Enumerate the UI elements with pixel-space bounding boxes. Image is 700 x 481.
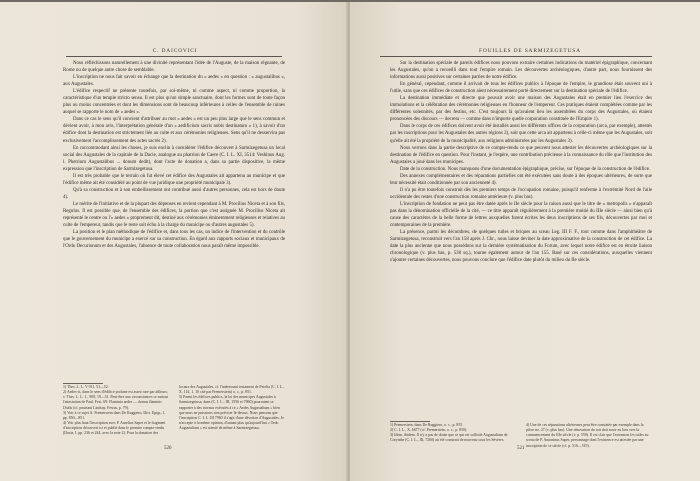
left-paragraph: La position et le plan méthodique de l'édifice et, dans tous les cas, un indice de l'intervention et du contrôle que le gouvernement du municipe a exercé sur sa construction. En égard aux rapports sociaux et municipaux de l'Ordo Decurionum et des Augustales, l'absence de toute collaboration nous paraît même impossible.: [63, 230, 285, 250]
right-page: [350, 2, 700, 481]
left-paragraph: Nous réfléchissons naturellement à une divinité représentant l'idée de l'Auguste, de la maison régnante, de Rome ou de quelque autre chose de semblable.: [63, 61, 285, 74]
right-paragraph: Sur la destination spéciale de pareils édifices nous pouvons extraire certaines indications du matériel épigraphique, concernant les Augustales, qu'on a recueilli dans tout l'empire romain. Les découvertes archéologiques, d'autre part, nous fournissent des informations aussi positives sur certaines parties de notre édifice.: [390, 61, 652, 81]
right-paragraph: Il n'a pu être toutefois construit dès les premiers temps de l'occupation romaine, puisqu'il renferme à l'extrémité Nord de l'aile occidentale des restes d'une construction romaine antérieure (v. plus bas).: [390, 187, 652, 200]
left-footnote: 1) Thes. L. L. V 911, 51—52.: [63, 385, 109, 389]
left-page: [0, 2, 348, 481]
right-footnote: 4) Une de ces réparations ultérieures peut être constatée par exemple dans la pièce no. 27 (v. plus bas). Une rénovation du toit doit avoir eu lieu vers la commencement du IIIe siècle (v. p. 550). Il est clair que l'extension les tuiles au sceau de P. Antoninus Super, personnage dont l'existence est attestée par une inscription de ce siècle (cf. p. 516—519).: [526, 423, 649, 448]
left-paragraph: L'édifice respectif ne présente toutefois, par soi-même, ni comme aspect, ni comme proportion, la caractéristique d'un temple stricto sensu. Il est plus qu'un simple sanctuaire, dont les formes sont de toute façon plus ou moins concentrées et dont les dimensions sont de beaucoup inférieures à celles de l'ensemble de ruines auquel se rapporte le nom de « aedes ».: [63, 89, 285, 116]
left-header-rule: [66, 56, 282, 57]
book-spread: [0, 2, 700, 481]
left-paragraph: En raccommodant ainsi les choses, je suis enclin à considérer l'édifice découvert à Sarmizegetusa un local social des Augustales de la capitale de la Dacie, analogue au phatrion de Caere (C. I. L. XI, 3514: Vesbinus Aug. l. Phetrium Augustalibus ... donum dedit), dont l'acte de donation a, dans sa partie dispositive, la même expression que l'inscription de Sarmizegetusa.: [63, 145, 285, 172]
right-footnote: 2) C. I. L., X, 6677 (cf. Premerstein, o. c., p. 850).: [390, 428, 468, 433]
left-footnote-rule: [63, 383, 103, 384]
right-header-rule: [380, 56, 652, 57]
left-body-text: [63, 60, 285, 250]
left-paragraph: Dans ce cas le sens qu'il convient d'attribuer au mot « aedes » est un peu plus large que le sens commun et dévient avoir, à mon avis, l'interprétation générale d'un « aedificium sacris nobis destinatum » 1), à savoir d'un édifice dont la destination est strictement liée au culte et aux cérémonies religieuses. Sens qu'il ne desservira pas exclusivement l'accomplissement des actes sacrés 2).: [63, 117, 285, 144]
right-paragraph: Des annexes complémentaires et des réparations partielles ont été exécutées sans doute à des époques ultérieures, de sorte que leur nécessité était conditionnée par son ancienneté 4).: [390, 173, 652, 186]
right-paragraph: Dans le corps de ces édifices doivent avoir été installés aussi les différents offices de la corporation (arca, par exemple), attestés par les inscriptions pour les Augustales des autres régions 2), soit que cette arca ait appartenu à celle-ci même que les Augustales, soit qu'elle ait été la propriété de la municipalité, aux religions administrées par les Augustales 3).: [390, 124, 652, 144]
left-footnote: 5) Parmi les édifices publics, la loi des municipes Augustales à Sarmizegetusa, dans (C. I. L., III, 1556 et 7960) pourraient se rapporter à des travaux exécutés à ce « Aedes Augustalium » bien que nous ne puissions rien préciser là-dessus. Nous pensons que l'inscription C. I. L. III 7960 il s'agit d'une dévotion d'Augustales. Je n'accepte à la même opinion, d'autant plus qu'aujourd'hui « Ordo Augustalium » est attesté de même à Sarmizegetusa.: [179, 395, 284, 431]
left-footnotes: [63, 385, 285, 437]
left-paragraph: Qu'à sa construction et à son embellissement ont contribué aussi d'autres personnes, cela est hors de doute 4).: [63, 187, 285, 200]
left-page-number: 520: [164, 446, 172, 451]
left-running-header: C. DAICOVICI: [152, 48, 198, 54]
right-paragraph: La destination immédiate et directe que pouvait avoir une maison des Augustales était en premier lieu l'exercice des immolations et la célébration des cérémonies religieuses en l'honneur de l'empereur. Ces pratiques étaient complétées comme par les différentes solennités, par des festins, etc. C'est toujours là qu'avaient lieu les assemblées du corps des Augustales, où étaient prononcées des discours — decreta — comme dans n'importe quelle corporation constituée de l'Empire 1).: [390, 96, 652, 123]
right-paragraph: Nous verrons dans la partie descriptive de ce compte-rendu ce que peuvent nous attester les découvertes archéologiques sur la destination de l'édifice en question. Pour l'instant, je l'espère, une contribution précieuse à la connaissance du rôle que l'institution des Augustales a joué dans les municipes.: [390, 145, 652, 165]
right-paragraph: L'inscription de fondation ne peut pas être datée après le IIe siècle pour la raison aussi que le titre de « metropolis » n'apparaît pas dans la dénomination officielle de la cité, — ce titre apparaît régulièrement à la première moitié du IIIe siècle — ainsi bien qu'à cause des caractères de la belle forme de lettres auxquelles furent écrites les deux inscriptions de ses fils, découvertes par moi et contemporaines de la première.: [390, 201, 652, 229]
left-footnote: 4) Voir plus haut l'inscription avec P. Aurelius Saper et le fragment d'inscription découvert ici et publié dans le premier compte-rendu (Dacia, I, pp. 236 et 244, avec la note 2). Pour la donation des locaux des Augustales, cf. l'intéressant testament de Petelia (C. I. L., X, 114, 1. 10 cité par Premerstein) o. c., p. 851.: [63, 385, 285, 436]
right-footnote: 3) Idem, ibidem. Il n'y a pas de doute que ce qui est sollicité Augustalium de Corynthe (C. I. L., III, 7260) ait été construit de nouveau sous les Sévères.: [390, 433, 508, 443]
right-body-text: [390, 60, 652, 264]
right-footnote-rule: [390, 421, 430, 422]
left-footnote: 2) Aedes-is, dans le sens d'édifice profane est assez rare par ailleurs; v. Thes. L. L. 1., 908, 19—31. Peut-être aux circonstances se surtout l'attestation de Paul. Fest. 69: Flaminia aedes — domus flaminis Dialis (cf. pourtant Lindsay, Festus, p. 79).: [63, 390, 169, 410]
right-footnotes: [390, 423, 652, 449]
right-page-number: 521: [517, 446, 525, 451]
left-paragraph: Il est très probable que le terrain où fut élevé cet édifice des Augustales ait appartenu au municipe et que l'édifice même ait été considéré au point de vue juridique une propriété municipale 3).: [63, 173, 285, 186]
right-footnote: 1) Premerstein, dans De Ruggiero, o. c., p. 855.: [390, 423, 464, 427]
right-paragraph: Date de la construction. Nous manquons d'une documentation épigraphique, précise, sur l'époque de la construction de l'édifice.: [400, 166, 651, 172]
left-paragraph: L'inscription ne nous fait savoir en échange que la destination du « aedes » en question : « augustalibus », aux Augustales.: [63, 75, 285, 88]
left-footnote: 3) Voir à ce sujet A. Premerstein dans De Ruggiero, Dict. Epigr., I, pp. 850—851.: [63, 410, 166, 420]
right-paragraph: En général, cependant, comme il arrivait de tous les édifices publics à l'époque de l'empire, le grandiose était souvent uni à l'utile, sans que ces édifices de construction aient nécessairement porté directement sur la destination spéciale de l'édifice.: [390, 82, 652, 95]
right-paragraph: La présence, parmi les décombres, de quelques tuiles et briques au sceau Leg. III F. F., tout comme dans l'amphithéâtre de Sarmizegetusa, reconstruit vers l'an 158 après J. Chr., nous laisse deviner la date approximative de la construction de cet édifice. La date la plus ancienne que nous possédons sur la dernière systématisation du Forum, avec lequel notre édifice est en étroite liaison chronologique (v. plus bas, p. 538 sq.), tourne également autour de l'an 155. Basé sur ces considérations, auxquelles viennent s'ajouter certaines découvertes, nous pouvons conclure que l'édifice date plutôt du milieu du IIe siècle.: [390, 230, 652, 264]
right-running-header: FOUILLES DE SARMIZEGETUSA: [479, 48, 581, 54]
left-paragraph: Le mérite de l'initiative et de la plupart des dépenses en revient cependant à M. Procilius Niceta et à son fils, Regulus. Il est possible que, de l'ensemble des édifices, la portion que c'est assignée M. Procilius Niceta ait représenté le centre ou l'« aedes » proprement dit, destiné aux cérémonies éminemment religieuses et relatives au culte de l'empereur, tandis que le reste soit échu à la charge du municipe ou d'autres augustales 5).: [63, 201, 285, 229]
